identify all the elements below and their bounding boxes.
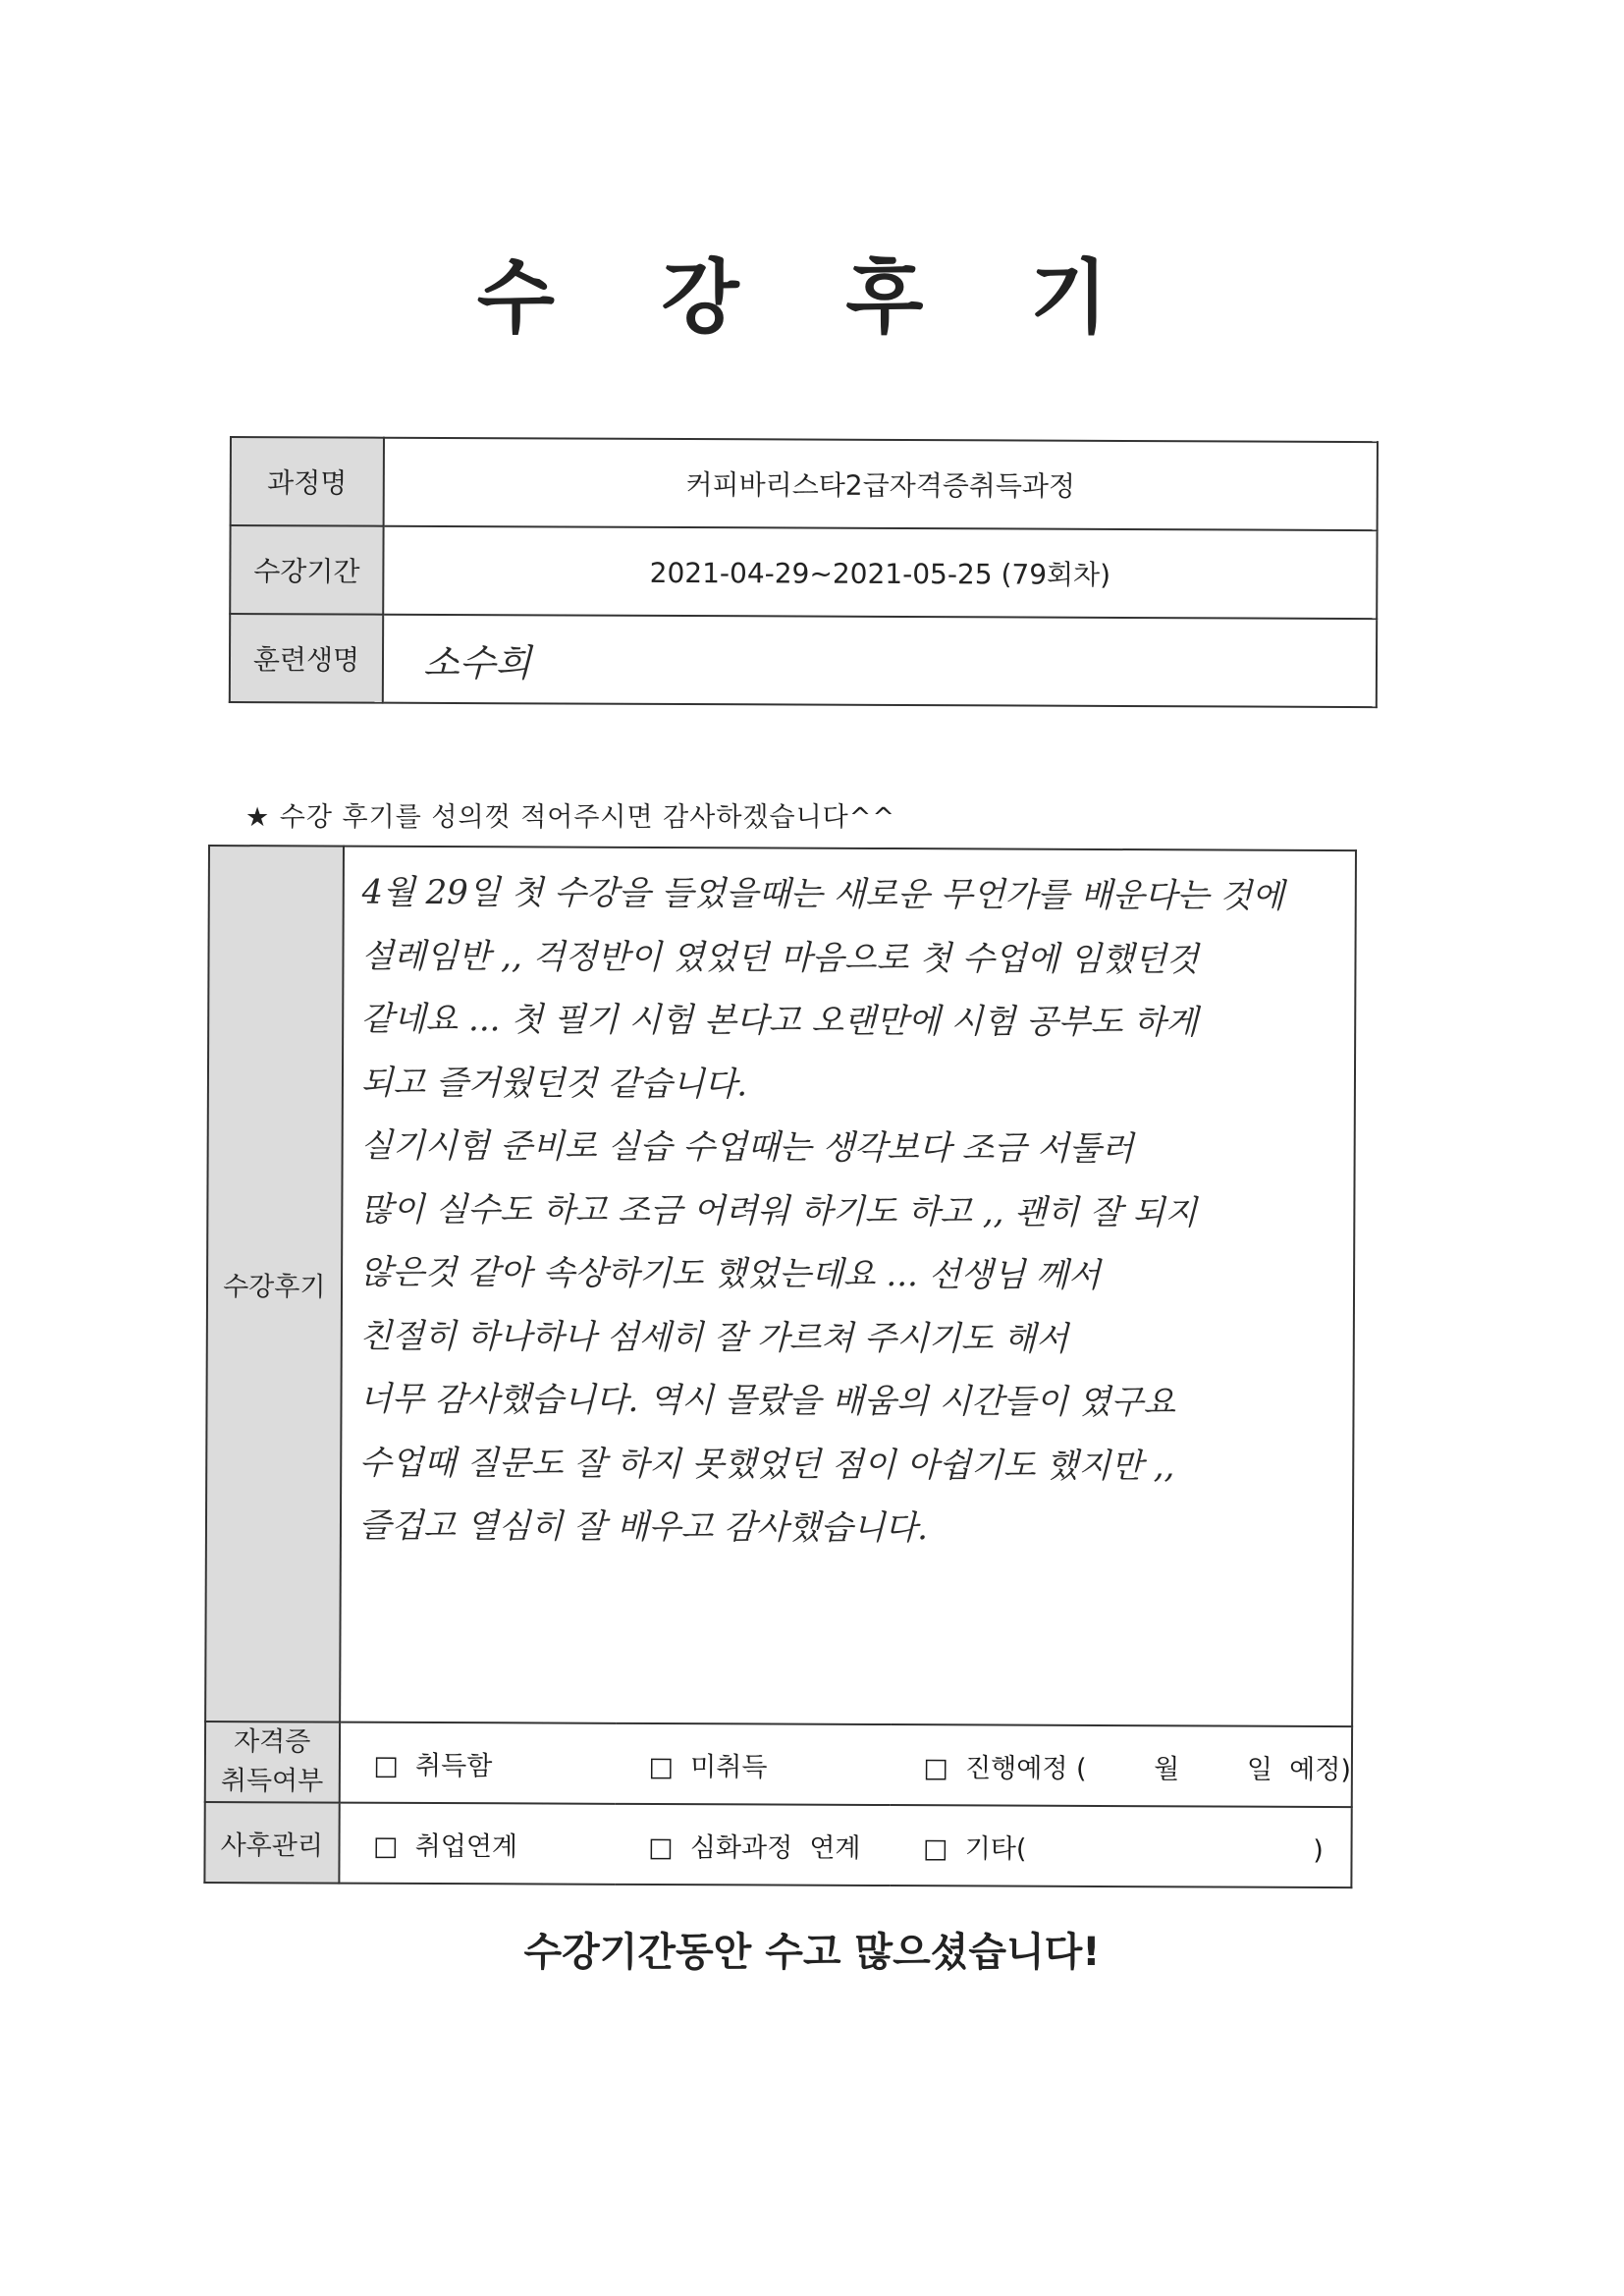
cert-label-line1: 자격증 — [234, 1726, 311, 1758]
course-info-table — [229, 436, 1379, 708]
review-line: 즐겁고 열심히 잘 배우고 감사했습니다. — [358, 1505, 929, 1549]
review-table — [203, 845, 1357, 1888]
review-line: 너무 감사했습니다. 역시 몰랐을 배움의 시간들이 였구요 — [358, 1379, 1176, 1423]
cert-option-not-acquired[interactable] — [615, 1723, 890, 1805]
review-label: 수강후기 — [205, 846, 343, 1722]
review-line: 설레임반 ,, 걱정반이 였었던 마음으로 첫 수업에 임했던것 — [360, 936, 1199, 979]
review-line: 수업때 질문도 잘 하지 못했었던 점이 아쉽기도 했지만 ,, — [358, 1443, 1175, 1486]
review-line: 같네요 ... 첫 필기 시험 본다고 오랜만에 시험 공부도 하게 — [360, 999, 1199, 1043]
cert-option-acquired-label: □ 취득함 — [373, 1750, 493, 1781]
after-option-advanced[interactable] — [615, 1804, 890, 1886]
cert-row — [205, 1722, 1352, 1807]
review-line: 되고 즐거웠던것 같습니다. — [360, 1063, 748, 1104]
period-row — [230, 525, 1377, 619]
review-line: 친절히 하나하나 섬세히 잘 가르쳐 주시기도 해서 — [359, 1316, 1069, 1359]
after-label: 사후관리 — [204, 1802, 339, 1884]
after-option-advanced-label: □ 심화과정 연계 — [648, 1831, 861, 1864]
review-line: 실기시험 준비로 실습 수업때는 생각보다 조금 서툴러 — [360, 1125, 1134, 1170]
after-option-other[interactable] — [890, 1805, 1352, 1887]
cert-option-not-acquired-label: □ 미취득 — [648, 1751, 768, 1782]
cert-label-line2: 취득여부 — [220, 1766, 324, 1797]
period-value: 2021-04-29~2021-05-25 (79회차) — [383, 526, 1377, 619]
review-line: 4월 29일 첫 수강을 들었을때는 새로운 무언가를 배운다는 것에 — [361, 872, 1284, 916]
course-label: 과정명 — [231, 437, 384, 526]
review-body — [340, 847, 1356, 1726]
cert-option-planned-label: □ 진행예정 ( 월 일 예정) — [923, 1752, 1351, 1785]
notice-text: ★ 수강 후기를 성의껏 적어주시면 감사하겠습니다^^ — [245, 802, 896, 833]
name-row — [230, 614, 1377, 707]
after-option-employment-label: □ 취업연계 — [372, 1831, 518, 1862]
course-value: 커피바리스타2급자격증취득과정 — [384, 438, 1378, 530]
review-line: 않은것 같아 속상하기도 했었는데요 ... 선생님 께서 — [359, 1252, 1101, 1295]
page-title: 수 강 후 기 — [476, 251, 1148, 345]
after-option-employment[interactable] — [339, 1803, 615, 1885]
course-row — [231, 437, 1378, 530]
cert-option-planned[interactable] — [890, 1724, 1352, 1807]
after-row — [204, 1802, 1351, 1887]
after-option-other-label: □ 기타( ) — [923, 1832, 1324, 1866]
trainee-name-value: 소수희 — [383, 615, 1377, 707]
review-line: 많이 실수도 하고 조금 어려워 하기도 하고 ,, 괜히 잘 되지 — [359, 1189, 1198, 1232]
review-row — [205, 846, 1356, 1726]
footer-message: 수강기간동안 수고 많으셨습니다! — [523, 1930, 1101, 1975]
cert-option-acquired[interactable] — [339, 1722, 615, 1804]
cert-label — [205, 1722, 340, 1803]
period-label: 수강기간 — [230, 525, 383, 615]
name-label: 훈련생명 — [230, 614, 383, 703]
